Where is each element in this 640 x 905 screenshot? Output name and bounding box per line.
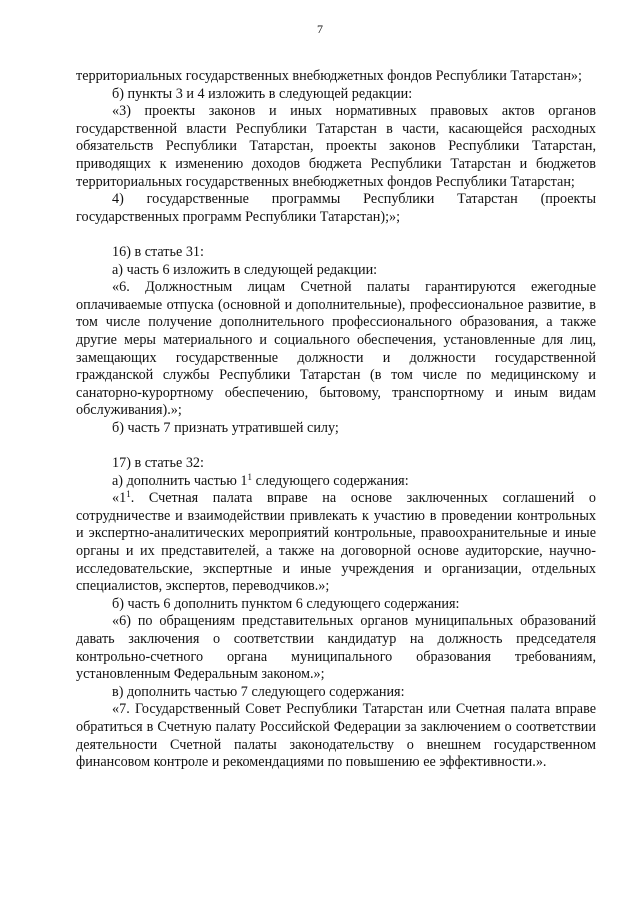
paragraph-10-text-after: следующего содержания: xyxy=(252,472,409,489)
paragraph-11-superscript: 1 xyxy=(126,489,131,500)
paragraph-12: б) часть 6 дополнить пунктом 6 следующего содержания: xyxy=(112,595,460,612)
paragraph-10-text-before: а) дополнить частью 1 xyxy=(112,472,248,489)
paragraph-3: «3) проекты законов и иных нормативных правовых актов органов государственной власти Республики Татарстан в части, касающейся расходных обязательств Республики Татарстан, проекты законов Республики Татарстан, приводящих к изменению доходов бюджета Республики Татарстан и бюджетов территориальных государственных внебюджетных фондов Республики Татарстан; xyxy=(76,103,596,190)
paragraph-8: б) часть 7 признать утратившей силу; xyxy=(112,419,339,436)
paragraph-1: территориальных государственных внебюджетных фондов Республики Татарстан»; xyxy=(76,68,582,84)
paragraph-15: «7. Государственный Совет Республики Татарстан или Счетная палата вправе обратиться в Счетную палату Российской Федерации за заключением о соответствии деятельности Счетной палаты законодательству о внешнем государственном финансовом контроле и рекомендациями по повышению ее эффективности.». xyxy=(76,701,596,771)
paragraph-9: 17) в статье 32: xyxy=(112,455,204,472)
paragraph-11-text-before: «1 xyxy=(112,490,127,507)
paragraph-13: «6) по обращениям представительных органов муниципальных образований давать заключения о соответствии кандидатур на должность председателя контрольно-счетного органа муниципального образования требованиям, установленным Федеральным законом.»; xyxy=(76,613,596,683)
paragraph-10-superscript: 1 xyxy=(247,471,253,482)
paragraph-14: в) дополнить частью 7 следующего содержания: xyxy=(112,683,405,700)
paragraph-7: «6. Должностным лицам Счетной палаты гарантируются ежегодные оплачиваемые отпуска (основной и дополнительные), профессиональное развитие, в том числе получение дополнительного профессионального образования, а также другие меры материального и социального обеспечения, установленные для лиц, замещающих государственные должности и должности государственной гражданской службы Республики Татарстан (в том числе по медицинскому и санаторно-курортному обеспечению, бытовому, транспортному и иным видам обслуживания).»; xyxy=(76,279,596,419)
paragraph-10 xyxy=(76,473,596,491)
paragraph-11-text-after: . Счетная палата вправе на основе заключенных соглашений о сотрудничестве и взаимодействии привлекать к участию в проведении контрольных и экспертно-аналитических мероприятий контрольные, правоохранительные и иные органы и их представителей, а также на договорной основе аудиторские, научно-исследовательские, экспертные и иные учреждения и организации, отдельных специалистов, экспертов, переводчиков.»; xyxy=(76,490,596,595)
paragraph-5: 16) в статье 31: xyxy=(112,243,204,260)
paragraph-6: а) часть 6 изложить в следующей редакции: xyxy=(112,261,378,278)
paragraph-11 xyxy=(76,490,596,596)
page-number: 7 xyxy=(317,22,323,36)
document-body xyxy=(76,68,596,772)
paragraph-2: б) пункты 3 и 4 изложить в следующей редакции: xyxy=(112,85,413,102)
paragraph-4: 4) государственные программы Республики Татарстан (проекты государственных программ Республики Татарстан);»; xyxy=(76,191,596,225)
